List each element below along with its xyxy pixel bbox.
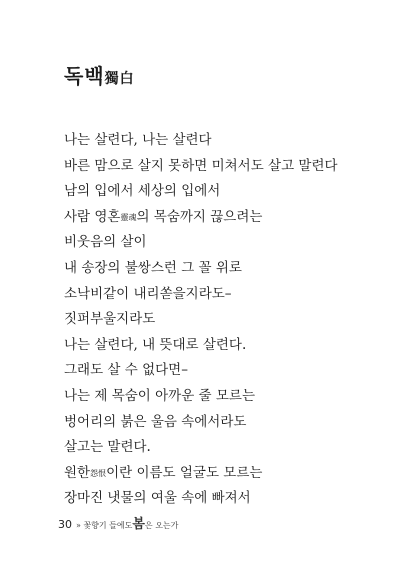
- poem-line: [64, 461, 338, 487]
- poem-title-hangul: 독백: [64, 64, 105, 88]
- poem-line: 벙어리의 붉은 울음 속에서라도: [64, 413, 247, 430]
- poem-line: 나는 제 목숨이 아까운 줄 모르는: [64, 387, 255, 404]
- poem-line: 그래도 살 수 없다면–: [64, 362, 188, 379]
- poem-line: 내 송장의 불쌍스런 그 꼴 위로: [64, 259, 242, 276]
- poem-title: [64, 60, 135, 89]
- poem-line: [64, 205, 338, 231]
- hanja-annotation: 怨恨: [90, 468, 107, 478]
- poem-line: 소낙비같이 내리쏟을지라도–: [64, 285, 232, 302]
- book-title-emphasis: 봄: [132, 517, 145, 532]
- poem-line: 장마진 냇물의 여울 속에 빠져서: [64, 490, 251, 507]
- poem-line: 짓퍼부울지라도: [64, 311, 156, 328]
- poem-line-text: 사람 영혼: [64, 208, 121, 225]
- poem-body: [64, 128, 338, 512]
- poem-line: 나는 살련다, 나는 살련다: [64, 132, 212, 148]
- poem-line: 나는 살련다, 내 뜻대로 살련다.: [64, 336, 247, 353]
- book-title: 은 오는가: [144, 521, 179, 530]
- poem-line-text: 이란 이름도 얼굴도 모르는: [106, 464, 263, 481]
- poem-line: 바른 맘으로 살지 못하면 미쳐서도 살고 말련다: [64, 157, 338, 174]
- poem-line-text: 의 목숨까지 끊으려는: [136, 208, 263, 225]
- hanja-annotation: 靈魂: [120, 212, 137, 222]
- page-number: 30: [58, 518, 72, 531]
- poem-line: 살고는 말련다.: [64, 439, 151, 456]
- poem-title-hanja: 獨白: [104, 71, 135, 87]
- book-title: » 꽃향기 들에도: [76, 521, 133, 530]
- poem-line: 남의 입에서 세상의 입에서: [64, 183, 221, 200]
- poem-line-text: 원한: [64, 464, 91, 481]
- poem-line: 비웃음의 살이: [64, 234, 147, 251]
- page-footer: [58, 513, 178, 532]
